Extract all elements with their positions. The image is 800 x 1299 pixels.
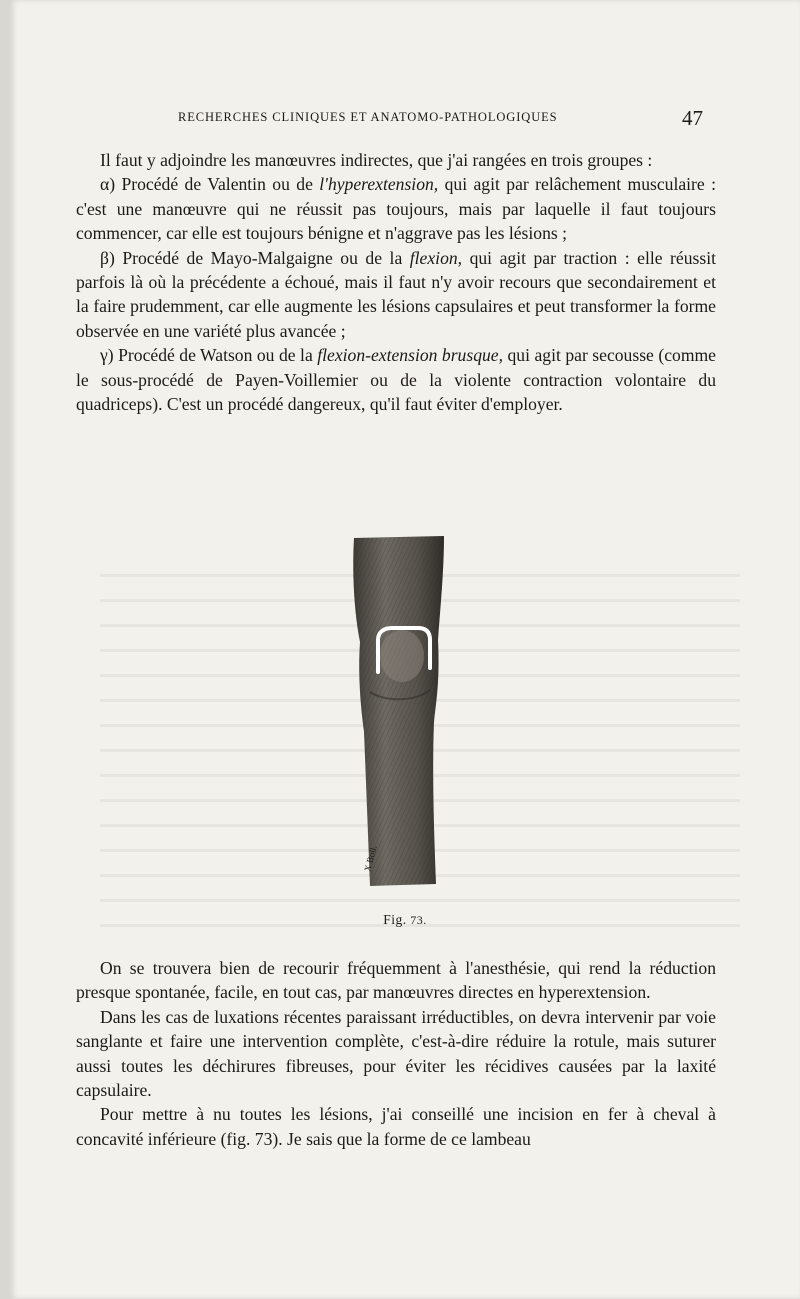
page-number: 47 [682, 106, 703, 130]
gamma-text-pre: Procédé de Watson ou de la [113, 345, 318, 366]
text-block-lower [76, 956, 716, 1151]
figure-73 [340, 532, 460, 892]
text-block-upper [76, 148, 716, 416]
paragraph-alpha [76, 172, 716, 245]
beta-text-post: qui agit par traction : elle réussit parfois là où la précédente a échoué, mais il faut n'y avoir recours que secondairement et la faire prudemment, car elle augmente les lésions capsulaires et peut transformer la forme observée en une variété plus avancée ; [76, 247, 716, 341]
alpha-text-pre: Procédé de Valentin ou de [115, 174, 320, 195]
paragraph-anesthesia: On se trouvera bien de recourir fréquemment à l'anesthésie, qui rend la réduction presque spontanée, facile, en tout cas, par manœuvres directes en hyperextension. [76, 958, 716, 1003]
caption-label: Fig. [383, 912, 407, 927]
list-marker-gamma: γ) [100, 345, 114, 366]
patella-shape [380, 630, 424, 682]
paragraph-beta [76, 246, 716, 344]
paragraph-irreducible: Dans les cas de luxations récentes paraissant irréductibles, on devra intervenir par voie sanglante et faire une intervention complète, c'est-à-dire réduire la rotule, mais suturer aussi toutes les déchirures fibreuses, pour éviter les récidives causées par la laxité capsulaire. [76, 1006, 716, 1101]
running-head: RECHERCHES CLINIQUES ET ANATOMO-PATHOLOGIQUES [178, 110, 558, 124]
paragraph-intro: Il faut y adjoindre les manœuvres indirectes, que j'ai rangées en trois groupes : [100, 150, 653, 170]
alpha-emphasis: l'hyperextension, [319, 174, 439, 195]
gamma-text-post: qui agit par secousse (comme le sous-procédé de Payen-Voillemier ou de la violente contraction volontaire du quadriceps). C'est un procédé dangereux, qu'il faut éviter d'employer. [76, 345, 716, 415]
paragraph-gamma [76, 343, 716, 416]
page-header [10, 106, 800, 132]
paragraph-incision: Pour mettre à nu toutes les lésions, j'ai conseillé une incision en fer à cheval à concavité inférieure (fig. 73). Je sais que la forme de ce lambeau [76, 1104, 716, 1149]
gamma-emphasis: flexion-extension brusque, [317, 345, 504, 366]
beta-emphasis: flexion, [409, 247, 463, 268]
knee-illustration-icon [340, 532, 460, 892]
beta-text-pre: Procédé de Mayo-Malgaigne ou de la [114, 247, 410, 268]
caption-number: 73. [410, 913, 427, 927]
list-marker-beta: β) [100, 247, 115, 268]
list-marker-alpha: α) [100, 174, 116, 195]
engraver-signature: X Boll. [362, 844, 379, 873]
alpha-text-post: qui agit par relâchement musculaire : c'est une manœuvre qui ne réussit pas toujours, mais par laquelle il faut toujours commencer, car elle est toujours bénigne et n'aggrave pas les lésions ; [76, 174, 716, 244]
book-page [10, 0, 800, 1299]
figure-caption [10, 912, 800, 928]
